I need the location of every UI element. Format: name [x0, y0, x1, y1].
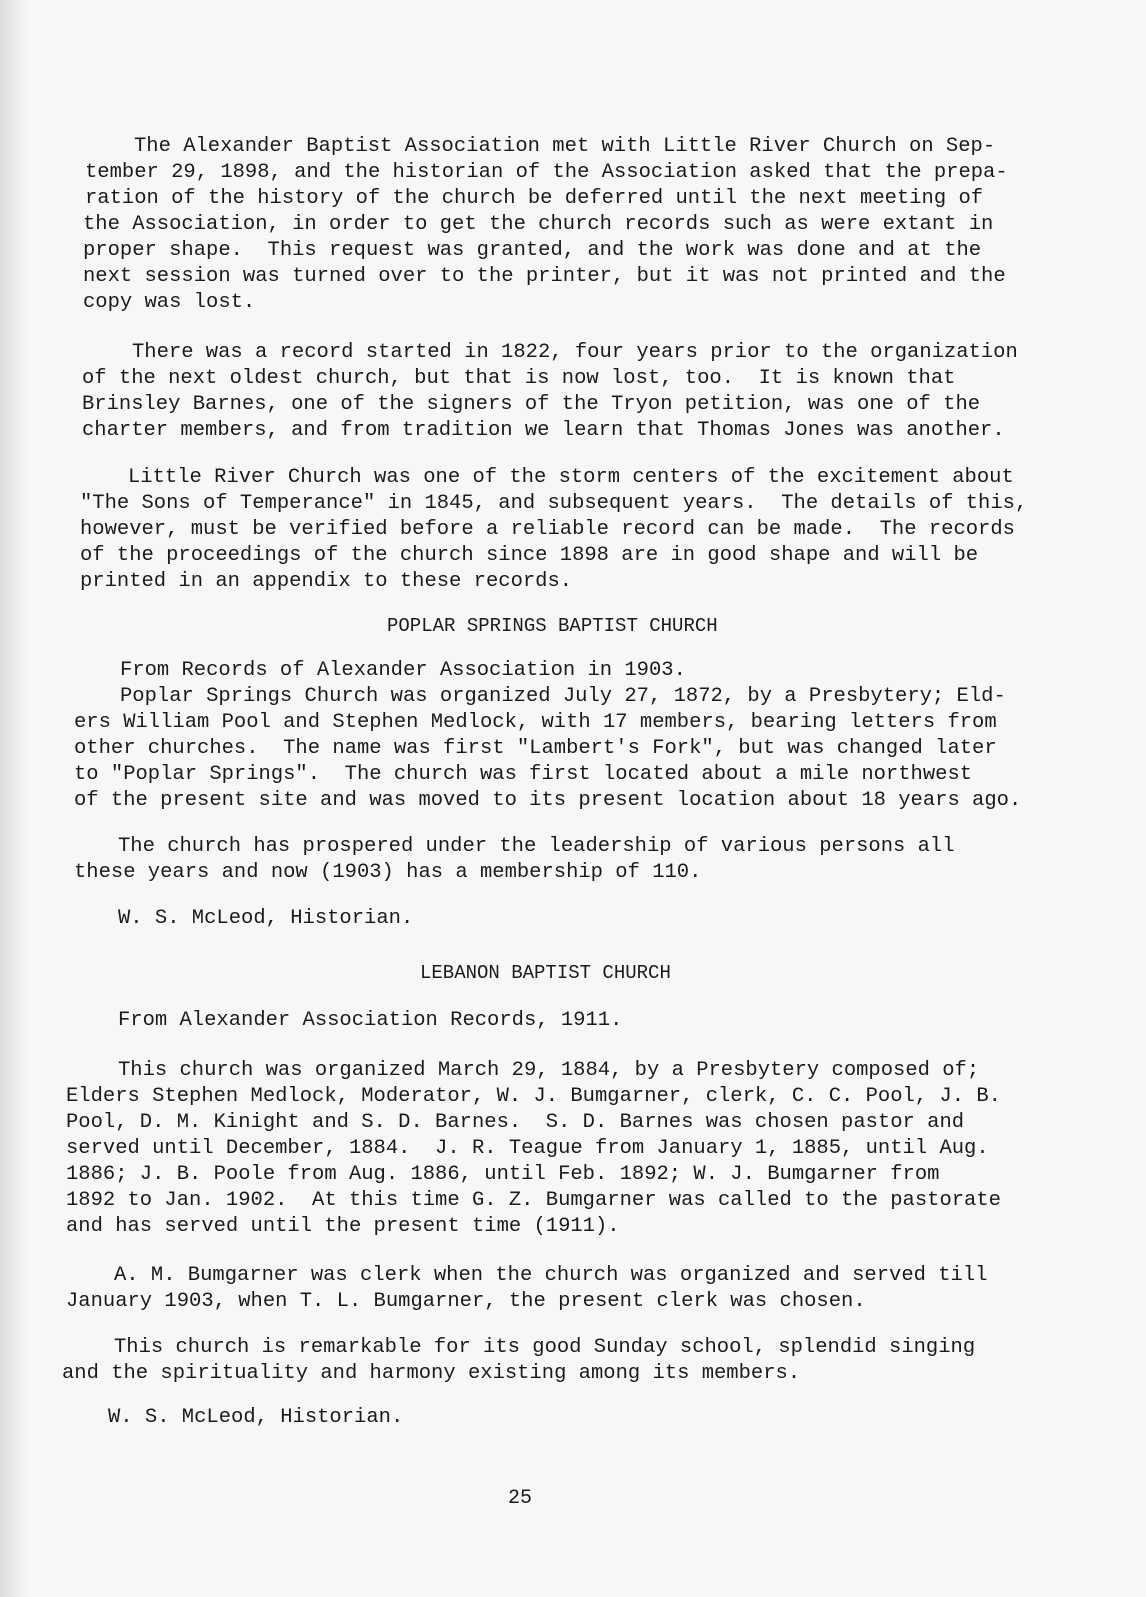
text-line: The church has prospered under the leadership of various persons all	[118, 835, 955, 858]
text-line: charter members, and from tradition we learn that Thomas Jones was another.	[82, 419, 1005, 442]
text-line: copy was lost.	[83, 291, 256, 314]
text-line: of the present site and was moved to its present location about 18 years ago.	[74, 789, 1022, 812]
text-line: Little River Church was one of the storm centers of the excitement about	[128, 466, 1014, 489]
signature: W. S. McLeod, Historian.	[108, 1406, 404, 1429]
text-line: to "Poplar Springs". The church was first located about a mile northwest	[74, 763, 973, 786]
text-line: the Association, in order to get the church records such as were extant in	[83, 213, 994, 236]
text-line: tember 29, 1898, and the historian of the Association asked that the prepa-	[85, 161, 1008, 184]
text-line: served until December, 1884. J. R. Teague from January 1, 1885, until Aug.	[66, 1137, 989, 1160]
signature: W. S. McLeod, Historian.	[118, 907, 414, 930]
text-line: January 1903, when T. L. Bumgarner, the present clerk was chosen.	[66, 1290, 866, 1313]
text-line: 1886; J. B. Poole from Aug. 1886, until Feb. 1892; W. J. Bumgarner from	[66, 1163, 940, 1186]
source-line: From Alexander Association Records, 1911.	[118, 1009, 623, 1032]
text-line: other churches. The name was first "Lambert's Fork", but was changed later	[74, 737, 997, 760]
text-line: The Alexander Baptist Association met with Little River Church on Sep-	[134, 135, 996, 158]
text-line: Poplar Springs Church was organized July 27, 1872, by a Presbytery; Eld-	[120, 685, 1006, 708]
text-line: proper shape. This request was granted, and the work was done and at the	[83, 239, 982, 262]
text-line: and the spirituality and harmony existing among its members.	[62, 1362, 801, 1385]
text-line: This church was organized March 29, 1884, by a Presbytery composed of;	[118, 1059, 980, 1082]
text-line: Elders Stephen Medlock, Moderator, W. J. Bumgarner, clerk, C. C. Pool, J. B.	[66, 1085, 1001, 1108]
section-heading: LEBANON BAPTIST CHURCH	[420, 962, 671, 984]
section-heading: POPLAR SPRINGS BAPTIST CHURCH	[387, 615, 718, 637]
text-line: 1892 to Jan. 1902. At this time G. Z. Bumgarner was called to the pastorate	[66, 1189, 1001, 1212]
text-line: ers William Pool and Stephen Medlock, with 17 members, bearing letters from	[74, 711, 997, 734]
text-line: "The Sons of Temperance" in 1845, and subsequent years. The details of this,	[80, 492, 1028, 515]
text-line: of the next oldest church, but that is now lost, too. It is known that	[82, 367, 956, 390]
text-line: Pool, D. M. Kinight and S. D. Barnes. S. D. Barnes was chosen pastor and	[66, 1111, 965, 1134]
text-line: however, must be verified before a reliable record can be made. The records	[80, 518, 1015, 541]
text-line: printed in an appendix to these records.	[80, 570, 573, 593]
scan-edge-shadow	[0, 0, 28, 1597]
text-line: There was a record started in 1822, four years prior to the organization	[132, 341, 1018, 364]
page-number: 25	[508, 1487, 533, 1510]
source-line: From Records of Alexander Association in 1903.	[120, 659, 686, 682]
text-line: A. M. Bumgarner was clerk when the church was organized and served till	[114, 1264, 988, 1287]
text-line: ration of the history of the church be deferred until the next meeting of	[85, 187, 984, 210]
text-line: This church is remarkable for its good Sunday school, splendid singing	[114, 1336, 976, 1359]
text-line: these years and now (1903) has a membership of 110.	[74, 861, 702, 884]
text-line: and has served until the present time (1911).	[66, 1215, 620, 1238]
text-line: next session was turned over to the printer, but it was not printed and the	[83, 265, 1006, 288]
text-line: of the proceedings of the church since 1898 are in good shape and will be	[80, 544, 979, 567]
text-line: Brinsley Barnes, one of the signers of the Tryon petition, was one of the	[82, 393, 981, 416]
